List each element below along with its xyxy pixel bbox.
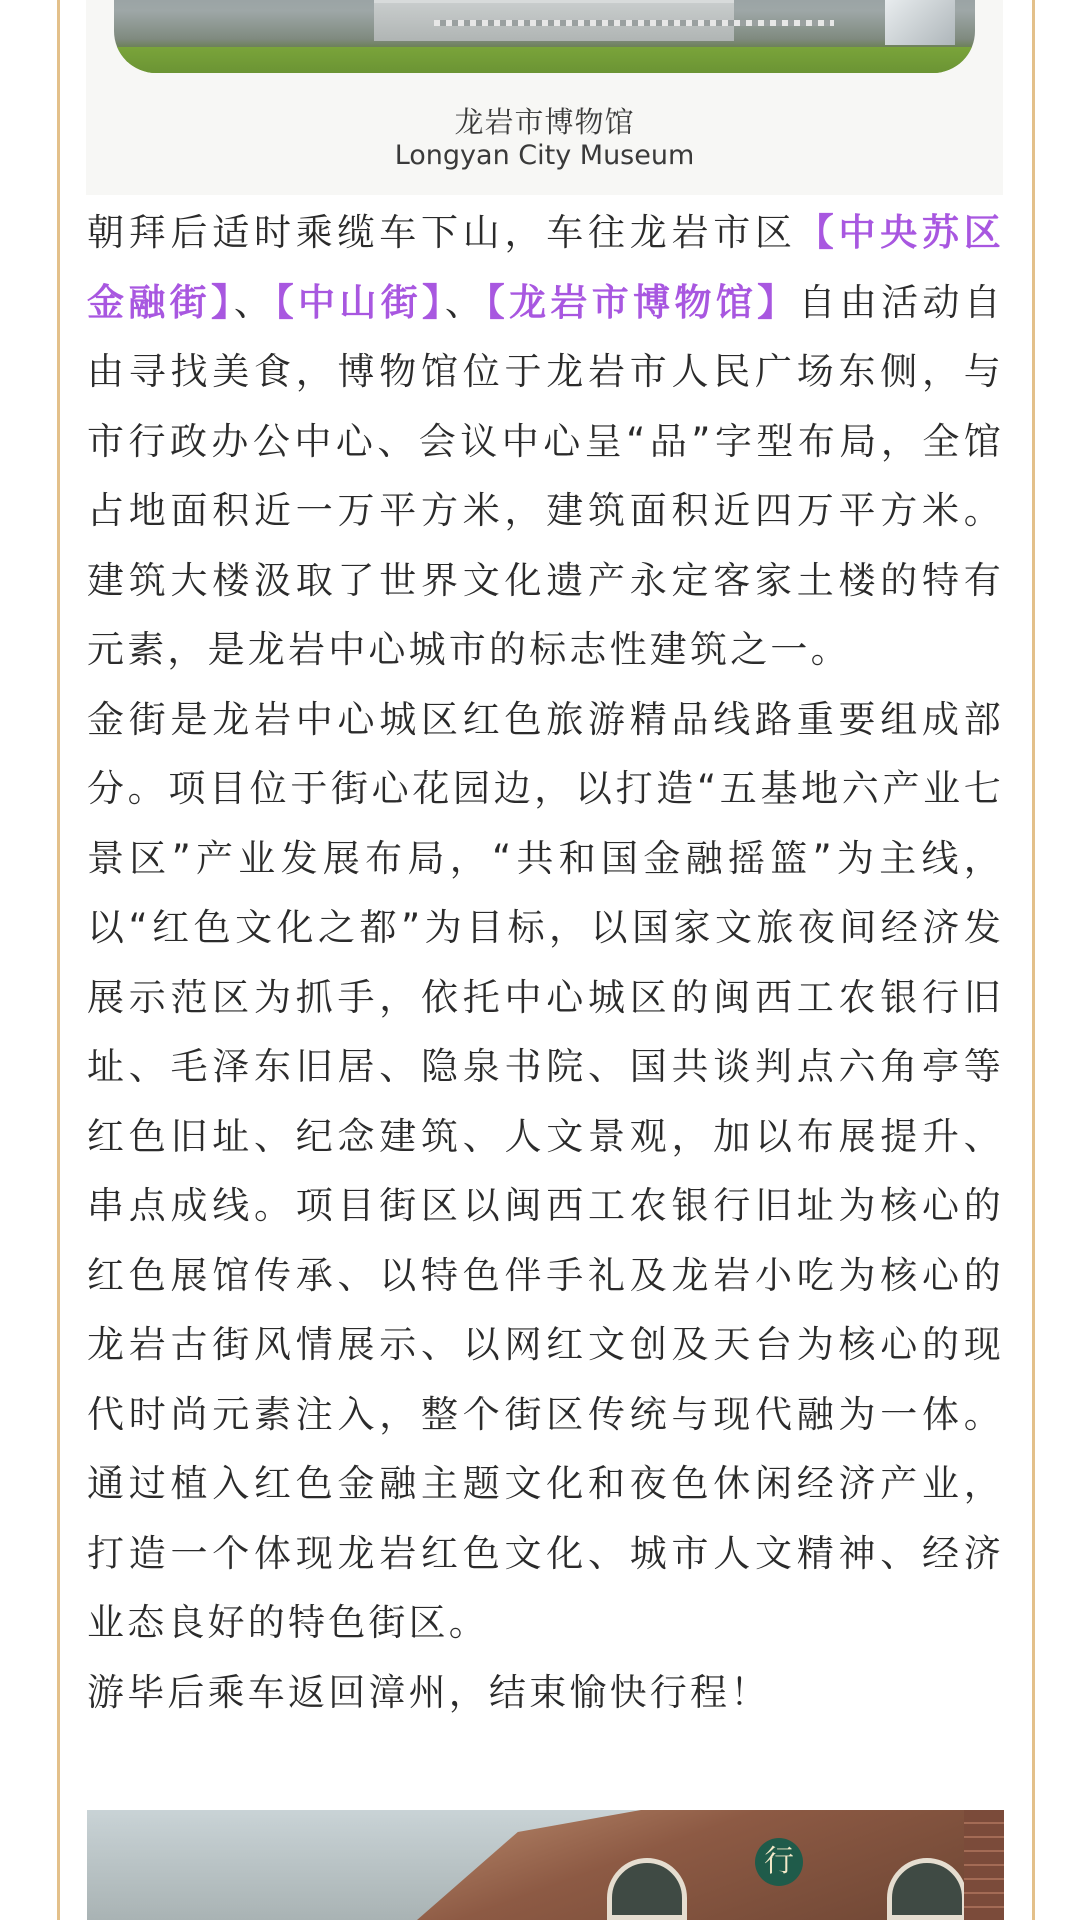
paragraph-itinerary <box>87 198 1004 685</box>
museum-sign-shape <box>885 0 955 45</box>
paragraph-golden-street: 金街是龙岩中心城区红色旅游精品线路重要组成部分。项目位于街心花园边，以打造“五基地六产业七景区”产业发展布局，“共和国金融摇篮”为主线，以“红色文化之都”为目标，以国家文旅夜间经济发展示范区为抓手，依托中心城区的闽西工农银行旧址、毛泽东旧居、隐泉书院、国共谈判点六角亭等红色旧址、纪念建筑、人文景观，加以布展提升、串点成线。项目街区以闽西工农银行旧址为核心的红色展馆传承、以特色伴手礼及龙岩小吃为核心的龙岩古街风情展示、以网红文创及天台为核心的现代时尚元素注入，整个街区传统与现代融为一体。通过植入红色金融主题文化和夜色休闲经济产业，打造一个体现龙岩红色文化、城市人文精神、经济业态良好的特色街区。 <box>87 697 1004 1644</box>
article-body <box>87 198 1004 1727</box>
brick-wall-shape <box>964 1810 1004 1920</box>
paragraph-text: 自由活动自由寻找美食，博物馆位于龙岩市人民广场东侧，与市行政办公中心、会议中心呈“品”字型布局，全馆占地面积近一万平方米，建筑面积近四万平方米。建筑大楼汲取了世界文化遗产永定客家土楼的特有元素，是龙岩中心城市的标志性建筑之一。 <box>87 280 1005 671</box>
photo-caption-english: Longyan City Museum <box>394 140 695 171</box>
paragraph-return-trip: 游毕后乘车返回漳州，结束愉快行程！ <box>87 1670 771 1714</box>
museum-lawn-shape <box>114 47 975 73</box>
highlight-zhongshan-street: 【中山街】 <box>275 280 445 324</box>
paragraph-text: 朝拜后适时乘缆车下山，车往龙岩市区 <box>87 211 797 254</box>
highlight-finance-street: 【中央苏区金融街】 <box>87 211 1005 324</box>
museum-photo-block <box>86 0 1003 195</box>
shop-sign-character: 行 <box>755 1838 803 1886</box>
photo-caption-chinese: 龙岩市博物馆 <box>454 105 635 139</box>
museum-railing-shape <box>434 20 834 26</box>
street-photo <box>87 1810 1004 1920</box>
separator: 、 <box>444 280 487 324</box>
separator: 、 <box>233 280 276 324</box>
highlight-museum: 【龙岩市博物馆】 <box>486 280 799 324</box>
museum-photo <box>114 0 975 73</box>
